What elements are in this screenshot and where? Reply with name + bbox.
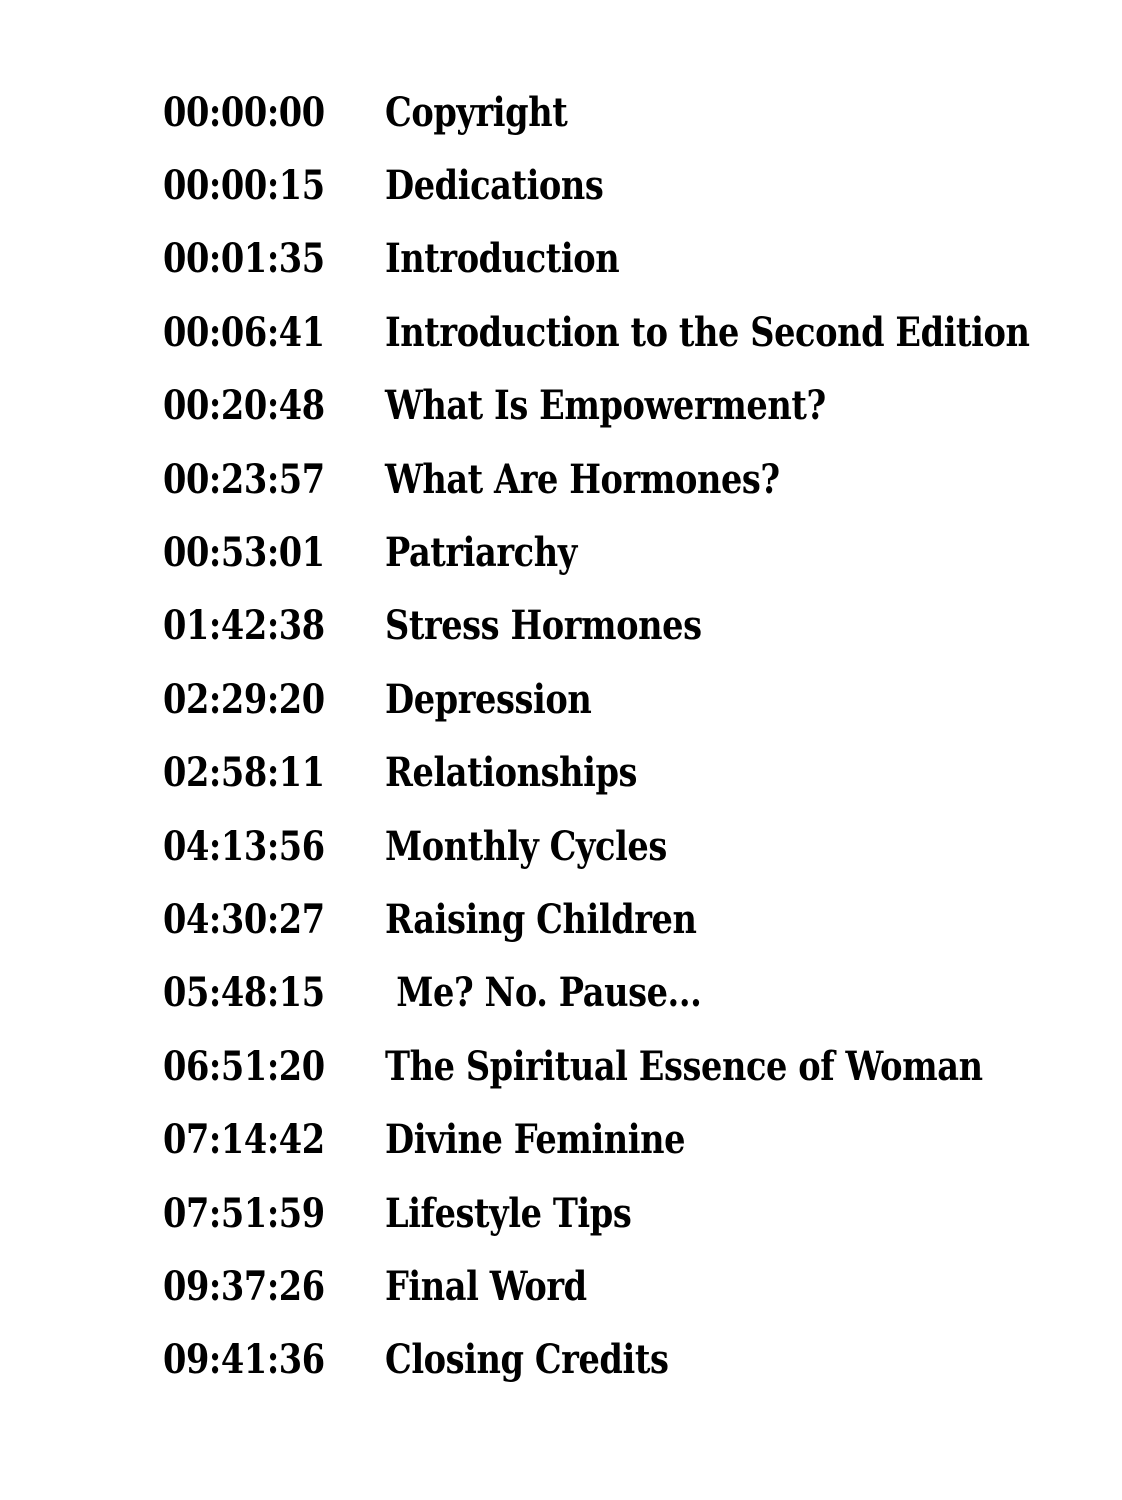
chapter-title: Final Word	[385, 1262, 587, 1310]
chapter-time: 00:06:41	[163, 308, 325, 356]
chapter-time: 00:20:48	[163, 382, 325, 430]
chapter-title: What Are Hormones?	[385, 455, 780, 503]
toc-row	[163, 810, 1122, 883]
toc-row	[163, 1250, 1122, 1323]
chapter-time: 09:41:36	[163, 1336, 325, 1384]
chapter-title: Relationships	[385, 749, 638, 797]
toc-row	[163, 443, 1122, 516]
chapter-time: 00:23:57	[163, 455, 325, 503]
chapter-time: 02:58:11	[163, 749, 325, 797]
chapter-time: 00:00:15	[163, 162, 325, 210]
toc-row	[163, 516, 1122, 589]
toc-row	[163, 957, 1122, 1030]
chapter-title: Divine Feminine	[385, 1116, 686, 1164]
chapter-time: 01:42:38	[163, 602, 325, 650]
chapter-title: Introduction	[385, 235, 620, 283]
chapter-title: Patriarchy	[385, 529, 577, 577]
chapter-time: 07:14:42	[163, 1116, 325, 1164]
toc-row	[163, 1030, 1122, 1103]
chapter-title: The Spiritual Essence of Woman	[385, 1042, 983, 1090]
chapter-title: Raising Children	[385, 895, 697, 943]
chapter-time: 05:48:15	[163, 969, 325, 1017]
toc-row	[163, 149, 1122, 222]
chapter-title: Copyright	[385, 88, 568, 136]
toc-row	[163, 737, 1122, 810]
toc-row	[163, 1103, 1122, 1176]
chapter-time: 00:00:00	[163, 88, 325, 136]
chapter-time: 04:30:27	[163, 895, 325, 943]
chapter-title: Dedications	[385, 162, 604, 210]
toc-row	[163, 76, 1122, 149]
toc-row	[163, 1177, 1122, 1250]
toc-row	[163, 590, 1122, 663]
chapter-time: 00:53:01	[163, 529, 325, 577]
chapter-title: What Is Empowerment?	[385, 382, 826, 430]
toc-row	[163, 296, 1122, 369]
toc-row	[163, 663, 1122, 736]
chapter-title: Closing Credits	[385, 1336, 669, 1384]
chapter-time: 07:51:59	[163, 1189, 325, 1237]
toc-row	[163, 370, 1122, 443]
chapter-title: Lifestyle Tips	[385, 1189, 632, 1237]
chapter-time: 09:37:26	[163, 1262, 325, 1310]
toc-row	[163, 223, 1122, 296]
chapter-title: Stress Hormones	[385, 602, 702, 650]
toc-row	[163, 883, 1122, 956]
chapter-time: 04:13:56	[163, 822, 325, 870]
chapter-time: 06:51:20	[163, 1042, 325, 1090]
chapter-title: Depression	[385, 675, 592, 723]
chapter-time: 02:29:20	[163, 675, 325, 723]
chapter-title: Introduction to the Second Edition	[385, 308, 1030, 356]
chapter-title: Monthly Cycles	[385, 822, 667, 870]
toc-row	[163, 1324, 1122, 1397]
chapter-title: Me? No. Pause...	[385, 969, 702, 1017]
chapter-time: 00:01:35	[163, 235, 325, 283]
